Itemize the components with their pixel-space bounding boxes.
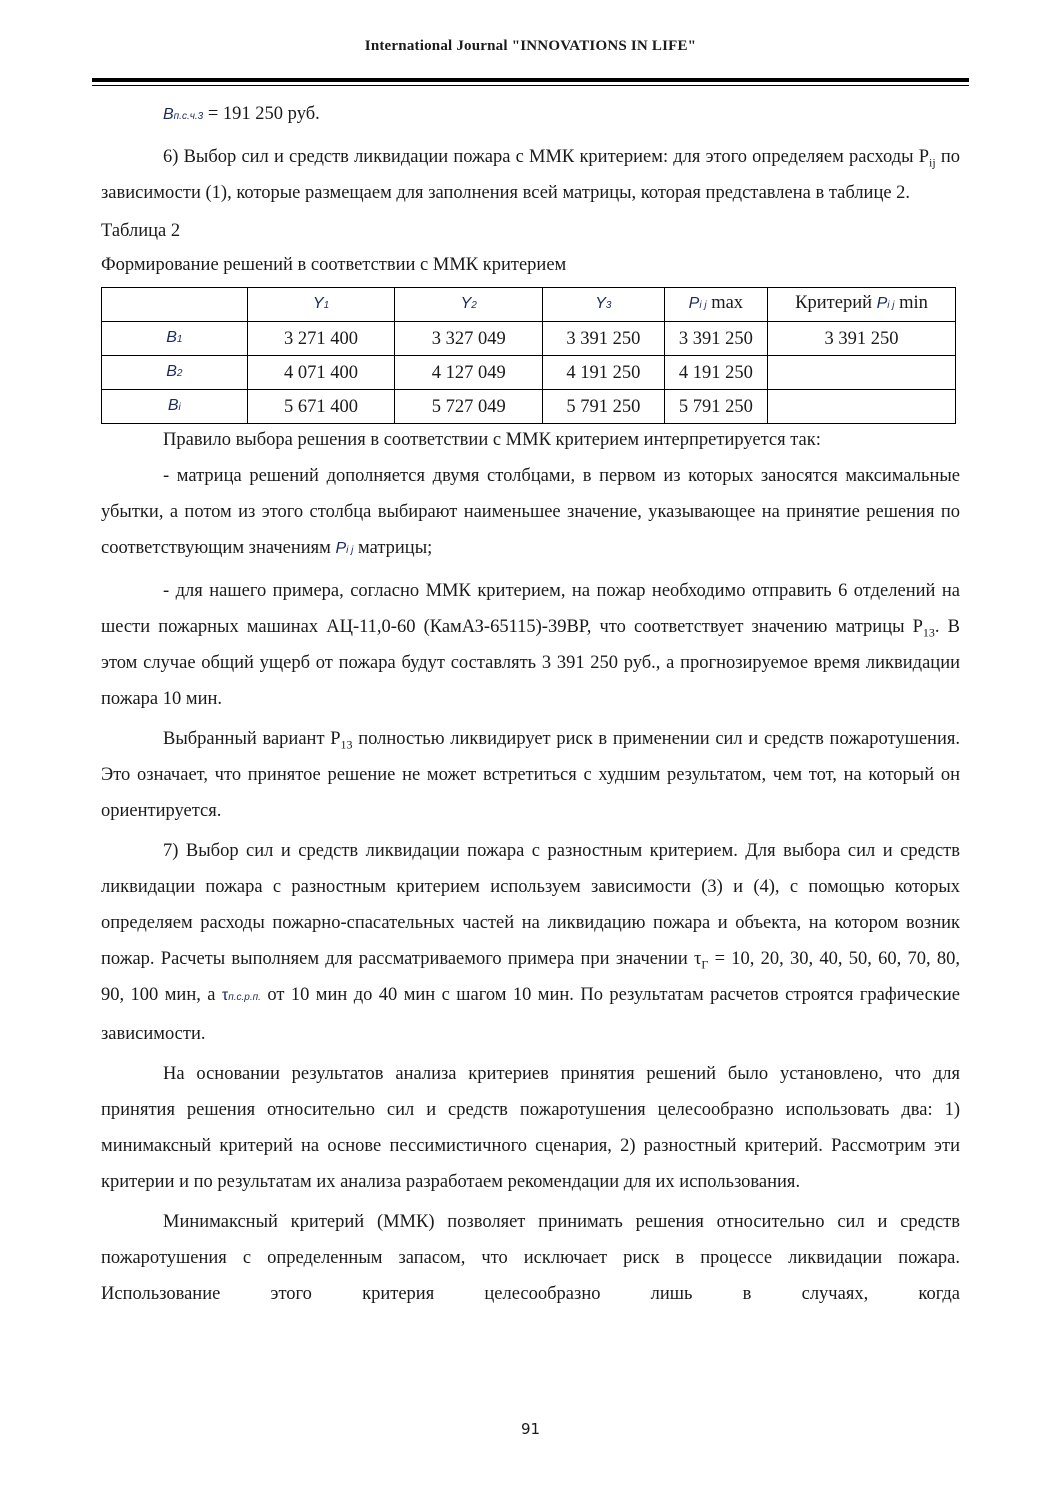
- row-var-sub: 1: [176, 334, 183, 345]
- table-header-y2: [395, 288, 543, 322]
- table-label: Таблица 2: [101, 221, 181, 241]
- row-label: [102, 322, 248, 356]
- dash-item-1: [101, 458, 960, 569]
- table-cell: 4 191 250: [543, 356, 665, 390]
- journal-header: International Journal "INNOVATIONS IN LIFE": [364, 38, 697, 54]
- table-header-empty: [102, 288, 248, 322]
- paragraph-6-part-b: по зависимости (1), которые размещаем для заполнения всей матрицы, которая представлена в таблице 2.: [101, 147, 960, 203]
- row-var: B: [167, 397, 179, 414]
- table-header-criterion: [768, 288, 956, 322]
- table-cell: 5 791 250: [664, 390, 767, 424]
- paragraph-basis: На основании результатов анализа критериев принятия решений было установлено, что для принятия решения относительно сил и средств пожаротушения целесообразно использовать два: 1) минимаксный критерий на основе пессимистичного сценария, 2) разностный критерий. Рассмотрим эти критерии и по результатам их анализа разработаем рекомендации для их использования.: [101, 1064, 960, 1192]
- rule-intro: Правило выбора решения в соответствии с ММК критерием интерпретируется так:: [163, 430, 821, 450]
- table-cell: 3 391 250: [543, 322, 665, 356]
- dash-2-part-b: . В этом случае общий ущерб от пожара будут составлять 3 391 250 руб., а прогнозируемое время ликвидации пожара 10 мин.: [101, 617, 960, 709]
- formula-var: B: [163, 106, 174, 123]
- page-number: 91: [520, 1420, 541, 1438]
- table-row: [102, 356, 956, 390]
- crit-text2: min: [894, 293, 928, 313]
- paragraph-7-part-b: = 10, 20, 30, 40, 50, 60, 70, 80, 90, 100 мин, а: [101, 949, 960, 1005]
- row-var: B: [166, 329, 177, 346]
- table-cell: 5 727 049: [395, 390, 543, 424]
- y1-var: Y: [312, 295, 324, 312]
- table-cell: [768, 390, 956, 424]
- table-cell: 5 791 250: [543, 390, 665, 424]
- table-caption: Формирование решений в соответствии с ММК критерием: [101, 255, 567, 275]
- page-body: [101, 96, 960, 1312]
- dash-2-part-a: - для нашего примера, согласно ММК критерием, на пожар необходимо отправить 6 отделений на шести пожарных машинах АЦ-11,0-60 (КамАЗ-65115)-39ВР, что соответствует значению матрицы P: [101, 581, 960, 637]
- dash-item-2: [101, 573, 960, 717]
- chosen-sub: 13: [340, 737, 353, 752]
- crit-var: P: [876, 295, 888, 312]
- tau-var: τ: [221, 987, 229, 1004]
- chosen-part-b: полностью ликвидирует риск в применении сил и средств пожаротушения. Это означает, что принятое решение не может встретиться с худшим результатом, чем тот, на который он ориентируется.: [101, 729, 960, 821]
- paragraph-7-sub: Г: [701, 957, 709, 972]
- table-header-y1: [247, 288, 395, 322]
- row-label: [102, 356, 248, 390]
- tau-var-sub: п.с.р.п.: [228, 992, 261, 1003]
- row-label: [102, 390, 248, 424]
- table-cell: 4 127 049: [395, 356, 543, 390]
- table-header-pmax: [664, 288, 767, 322]
- paragraph-mmk: Минимаксный критерий (ММК) позволяет принимать решения относительно сил и средств пожаротушения с определенным запасом, что исключает риск в процессе ликвидации пожара. Использование этого критерия целесообразно лишь в случаях, когда: [101, 1212, 960, 1304]
- decision-table: [101, 287, 956, 424]
- dash-2-sub: 13: [922, 625, 935, 640]
- formula-var-sub: п.с.ч.3: [173, 111, 204, 122]
- table-cell: 3 391 250: [768, 322, 956, 356]
- y2-sub: 2: [471, 300, 477, 311]
- pmax-var: P: [688, 295, 700, 312]
- y3-var: Y: [595, 295, 606, 312]
- y3-sub: 3: [605, 300, 612, 311]
- paragraph-7-part-c: от 10 мин до 40 мин с шагом 10 мин. По результатам расчетов строятся графические зависимости.: [101, 985, 960, 1044]
- paragraph-6-part-a: 6) Выбор сил и средств ликвидации пожара с ММК критерием: для этого определяем расходы P: [163, 147, 929, 167]
- table-header-y3: [543, 288, 665, 322]
- paragraph-7-part-a: 7) Выбор сил и средств ликвидации пожара с разностным критерием. Для выбора сил и средств ликвидации пожара с разностным критерием используем зависимости (3) и (4), с помощью которых определяем расходы пожарно-спасательных частей на ликвидацию пожара и объекта, на котором возник пожар. Расчеты выполняем для рассматриваемого примера при значении τ: [101, 841, 960, 969]
- paragraph-7: [101, 833, 960, 1052]
- row-var-sub: i: [178, 402, 181, 413]
- dash-1-var: P: [335, 540, 347, 557]
- header-rule-thin: [92, 85, 969, 86]
- table-header-row: [102, 288, 956, 322]
- table-cell: 3 391 250: [664, 322, 767, 356]
- chosen-variant: [101, 721, 960, 829]
- paragraph-6: [101, 139, 960, 211]
- row-var-sub: 2: [176, 368, 183, 379]
- chosen-part-a: Выбранный вариант P: [163, 729, 341, 749]
- header-rule-thick: [92, 78, 969, 82]
- table-cell: 5 671 400: [247, 390, 395, 424]
- formula-line: [101, 96, 960, 135]
- crit-text: Критерий: [795, 293, 877, 313]
- table-cell: [768, 356, 956, 390]
- y1-sub: 1: [323, 300, 330, 311]
- pmax-text: max: [706, 293, 744, 313]
- formula-value: = 191 250 руб.: [203, 104, 320, 124]
- table-cell: 3 271 400: [247, 322, 395, 356]
- pmax-sub: i j: [699, 300, 707, 311]
- dash-1-part-a: - матрица решений дополняется двумя столбцами, в первом из которых заносятся максимальные убытки, а потом из этого столбца выбирают наименьшее значение, указывающее на принятие решения по соответствующим значениям: [101, 466, 960, 558]
- dash-1-part-b: матрицы;: [353, 538, 433, 558]
- crit-sub: i j: [887, 300, 895, 311]
- table-row: [102, 390, 956, 424]
- y2-var: Y: [460, 295, 472, 312]
- table-row: [102, 322, 956, 356]
- row-var: B: [166, 363, 177, 380]
- paragraph-6-sub: ij: [929, 155, 936, 170]
- table-cell: 4 191 250: [664, 356, 767, 390]
- table-cell: 3 327 049: [395, 322, 543, 356]
- dash-1-var-sub: i j: [346, 545, 354, 556]
- table-cell: 4 071 400: [247, 356, 395, 390]
